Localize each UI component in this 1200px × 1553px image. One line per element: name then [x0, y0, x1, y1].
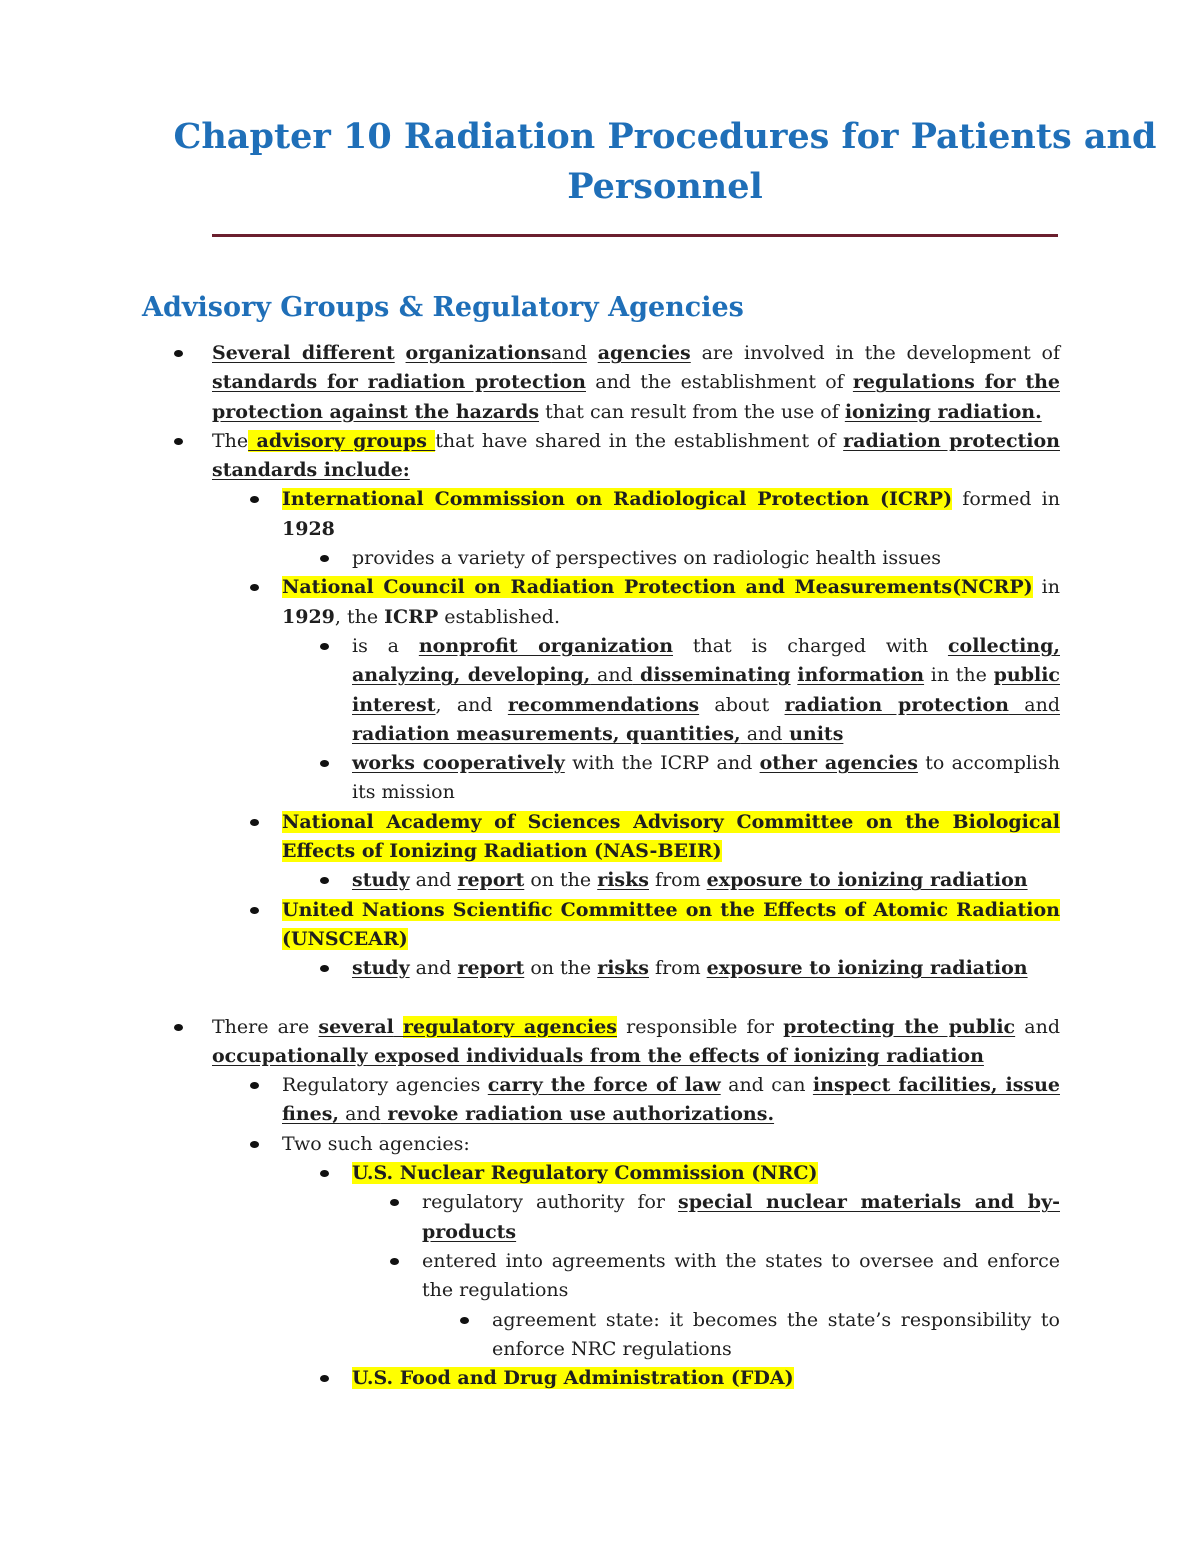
text-span: and: [1008, 693, 1060, 716]
text-span: established.: [438, 605, 560, 628]
text-span: risks: [597, 869, 649, 892]
text-span: and can: [720, 1074, 813, 1097]
text-span: carry the force of law: [487, 1074, 721, 1097]
sub-list: [282, 544, 1060, 573]
text-span: about: [699, 693, 785, 716]
list-item: [212, 1130, 1060, 1394]
text-span: that have shared in the establishment of: [435, 429, 844, 452]
text-span: study: [352, 957, 410, 980]
list-item: [352, 1247, 1060, 1364]
text-span: radiation protection standards include:: [212, 429, 1060, 482]
text-span: are involved in the development of: [690, 342, 1061, 364]
list-item: [282, 544, 1060, 573]
text-span: in the: [924, 664, 994, 687]
text-span: exposure to ionizing radiation: [706, 869, 1028, 892]
text-span: [394, 1016, 403, 1038]
sub-list: [282, 954, 1060, 983]
text-span: several: [318, 1015, 394, 1038]
text-span: 1928: [282, 517, 335, 540]
text-span: and: [1015, 1015, 1060, 1038]
main-bullet-list: [142, 339, 1060, 984]
content-body: [142, 339, 1060, 1393]
highlighted-term: National Council on Radiation Protection and Measurements(NCRP): [282, 576, 1033, 599]
text-span: and: [740, 722, 783, 745]
text-span: report: [457, 869, 525, 892]
text-span: from: [649, 869, 707, 892]
text-span: Two such agencies:: [282, 1132, 470, 1155]
regulatory-bullet-list: [142, 1013, 1060, 1394]
text-span: other agencies: [759, 752, 918, 775]
list-item-fda: [282, 1364, 1060, 1393]
list-item: [282, 749, 1060, 808]
text-span: that is charged with: [673, 634, 948, 657]
text-span: study: [352, 869, 410, 892]
text-span: information: [797, 664, 925, 687]
text-span: report: [457, 957, 525, 980]
text-span: is a: [352, 634, 419, 657]
list-item-icrp: [212, 485, 1060, 573]
text-span: from: [649, 957, 707, 980]
text-span: occupationally exposed individuals from the effects of ionizing radiation: [212, 1044, 984, 1067]
list-item-unscear: [212, 896, 1060, 984]
list-item-nas-beir: [212, 808, 1060, 896]
text-span: and: [339, 1103, 381, 1126]
list-item: [142, 427, 1060, 984]
text-span: and: [551, 342, 587, 364]
text-span: in: [1032, 576, 1061, 599]
text-span: on the: [524, 869, 598, 892]
list-item-ncrp: [212, 573, 1060, 807]
list-item: [282, 632, 1060, 749]
text-span: and: [409, 957, 458, 980]
page-title: Chapter 10 Radiation Procedures for Patients and Personnel: [173, 116, 1157, 207]
sub-list: [352, 1188, 1060, 1364]
text-span: radiation protection: [784, 693, 1009, 716]
highlighted-term: National Academy of Sciences Advisory Committee on the Biological Effects of Ionizing Radiation (NAS-BEIR): [282, 810, 1060, 863]
text-span: exposure to ionizing radiation: [706, 957, 1028, 980]
text-span: units: [782, 722, 844, 745]
text-span: ionizing radiation.: [844, 400, 1042, 423]
highlighted-term: United Nations Scientific Committee on the Effects of Atomic Radiation (UNSCEAR): [282, 898, 1060, 950]
highlighted-term: International Commission on Radiological Protection (ICRP): [282, 488, 953, 511]
list-item: [282, 954, 1060, 983]
sub-list: [422, 1306, 1060, 1365]
text-span: regulations for the protection against the hazards: [212, 371, 1060, 423]
section-heading: Advisory Groups & Regulatory Agencies: [142, 292, 744, 323]
text-span: disseminating: [632, 664, 791, 687]
text-span: provides a variety of perspectives on radiologic health issues: [352, 547, 942, 570]
text-span: , the: [334, 605, 385, 628]
text-span: There are: [212, 1015, 319, 1038]
text-span: revoke radiation use authorizations.: [380, 1103, 775, 1126]
text-span: agreement state: it becomes the state’s responsibility to enforce NRC regulations: [492, 1308, 1060, 1360]
highlighted-term: U.S. Food and Drug Administration (FDA): [352, 1367, 794, 1390]
list-item: [142, 339, 1060, 427]
text-span: agencies: [597, 342, 691, 364]
text-span: Regulatory agencies: [282, 1074, 488, 1097]
list-item: [142, 1013, 1060, 1394]
text-span: and: [709, 752, 760, 775]
text-span: on the: [524, 957, 598, 980]
highlighted-term: regulatory agencies: [402, 1015, 617, 1038]
text-span: entered into agreements with the states to oversee and enforce the regulations: [422, 1249, 1060, 1302]
text-span: and the establishment of: [586, 371, 853, 394]
text-span: Several different: [212, 342, 395, 364]
text-span: ICRP: [384, 605, 439, 628]
list-item-nrc: [282, 1159, 1060, 1364]
text-span: nonprofit organization: [418, 634, 674, 657]
text-span: responsible for: [616, 1015, 784, 1038]
text-span: collecting, analyzing, developing,: [352, 634, 1060, 687]
text-span: and: [409, 869, 458, 892]
text-span: with the: [564, 752, 661, 775]
advisory-groups-list: [212, 485, 1060, 983]
text-span: special nuclear materials and by-products: [422, 1191, 1060, 1243]
text-span: recommendations: [507, 693, 700, 716]
text-span: radiation measurements, quantities,: [352, 722, 741, 745]
text-span: that can result from the use of: [539, 400, 845, 423]
text-span: regulatory authority for: [422, 1191, 679, 1214]
list-item: [212, 1071, 1060, 1130]
text-span: , and: [435, 693, 508, 716]
text-span: 1929: [282, 605, 335, 628]
highlighted-term: advisory groups: [248, 429, 436, 452]
sub-list: [282, 632, 1060, 808]
text-span: inspect facilities, issue fines,: [282, 1074, 1060, 1126]
text-span: organizations: [405, 342, 552, 364]
list-item: [352, 1188, 1060, 1247]
text-span: The: [212, 429, 249, 452]
agencies-list: [282, 1159, 1060, 1393]
regulatory-sub-list: [212, 1071, 1060, 1393]
text-span: ICRP: [660, 752, 710, 775]
highlighted-term: U.S. Nuclear Regulatory Commission (NRC): [352, 1162, 818, 1185]
text-span: to accomplish its mission: [352, 752, 1060, 804]
text-span: and: [590, 664, 633, 687]
text-span: public interest: [352, 664, 1060, 716]
sub-list: [282, 866, 1060, 895]
text-span: formed in: [952, 488, 1060, 511]
spacer: [142, 984, 1060, 1013]
title-divider: [212, 234, 1058, 237]
list-item: [422, 1306, 1060, 1365]
text-span: works cooperatively: [352, 752, 565, 775]
text-span: protecting the public: [783, 1015, 1016, 1038]
list-item: [282, 866, 1060, 895]
text-span: risks: [597, 957, 649, 980]
text-span: standards for radiation protection: [212, 371, 586, 394]
